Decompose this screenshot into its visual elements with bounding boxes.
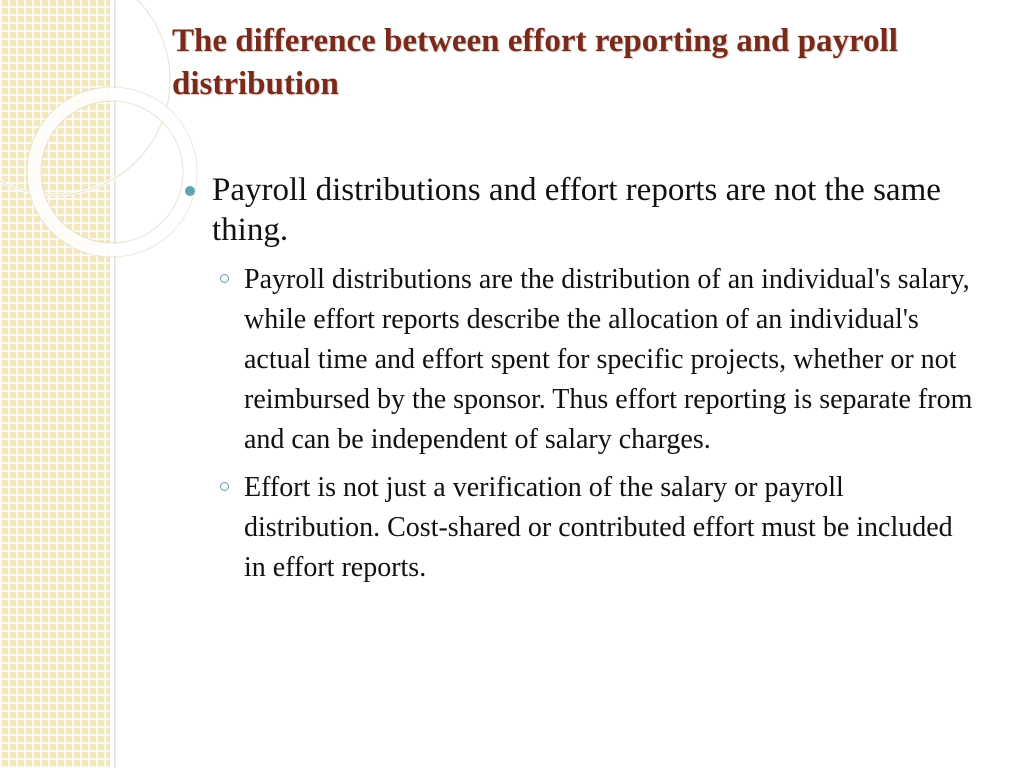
bullet-item [180,170,980,250]
slide-title: The difference between effort reporting and payroll distribution [172,23,898,102]
bullet-text: Payroll distributions and effort reports are not the same thing. [212,172,941,248]
slide-content [180,170,980,588]
hollow-circle-bullet-icon [220,274,229,283]
sub-bullet-item [180,468,980,588]
sub-bullet-item [180,260,980,460]
sub-bullet-text: Effort is not just a verification of the salary or payroll distribution. Cost-shared or contributed effort must be included in effort reports. [244,472,953,583]
decorative-ring-small [34,94,190,250]
sub-bullet-text: Payroll distributions are the distribution of an individual's salary, while effort reports describe the allocation of an individual's actual time and effort spent for specific projects, whether or not reimbursed by the sponsor. Thus effort reporting is separate from and can be independent of salary charges. [244,264,973,455]
filled-circle-bullet-icon [185,186,195,196]
decorative-rings-graphic [0,0,200,300]
hollow-circle-bullet-icon [220,482,229,491]
